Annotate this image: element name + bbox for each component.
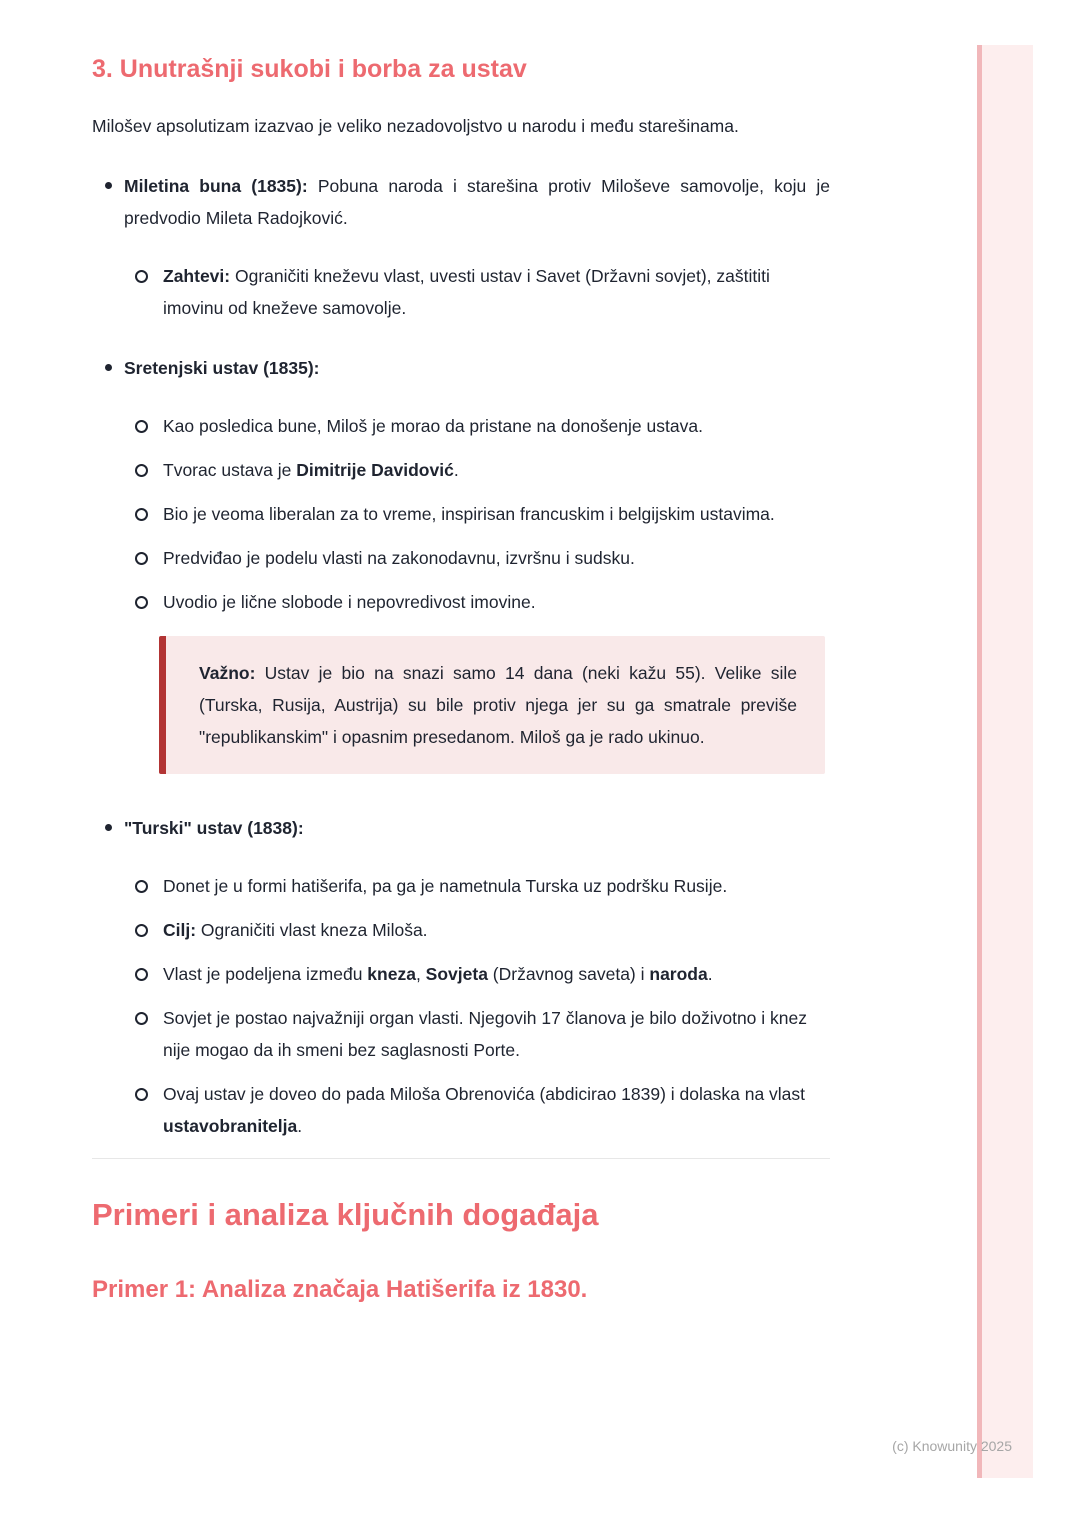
circle-marker-icon <box>135 880 148 893</box>
bullet-text <box>124 170 830 324</box>
bullet-item <box>92 812 830 1142</box>
text-run: Ograničiti vlast kneza Miloša. <box>196 920 428 940</box>
section-divider <box>92 1158 830 1159</box>
bold-text: Sretenjski ustav (1835): <box>124 358 320 378</box>
bold-text: Cilj: <box>163 920 197 940</box>
text-run: Pobuna naroda i starešina protiv Miloševe samovolje, koju je predvodio Mileta Radojković. <box>124 176 830 228</box>
bold-text: Miletina buna (1835): <box>124 176 308 196</box>
callout-text <box>199 657 797 753</box>
circle-marker-icon <box>135 1088 148 1101</box>
sub-bullet-item <box>124 958 830 990</box>
sub-bullet-list <box>124 870 830 1142</box>
text-run: Ovaj ustav je doveo do pada Miloša Obrenovića (abdicirao 1839) i dolaska na vlast <box>163 1084 806 1104</box>
sub-bullet-text <box>163 914 830 946</box>
sub-bullet-text <box>163 260 830 324</box>
copyright-notice: (c) Knowunity 2025 <box>892 1438 1012 1454</box>
document-content <box>92 0 830 1305</box>
circle-marker-icon <box>135 1012 148 1025</box>
sub-bullet-text <box>163 542 830 574</box>
bold-text: kneza <box>367 964 416 984</box>
paragraph <box>92 110 830 142</box>
text-run: . <box>297 1116 303 1136</box>
bold-text: Dimitrije Davidović <box>296 460 454 480</box>
bold-text: Zahtevi: <box>163 266 231 286</box>
subsection-heading: Primer 1: Analiza značaja Hatišerifa iz 1830. <box>92 1276 588 1303</box>
text-run: Kao posledica bune, Miloš je morao da pristane na donošenje ustava. <box>163 416 703 436</box>
circle-marker-icon <box>135 270 148 283</box>
sub-bullet-text <box>163 958 830 990</box>
sub-bullet-text <box>163 498 830 530</box>
sub-bullet-item <box>124 454 830 486</box>
sub-bullet-item <box>124 260 830 324</box>
sub-bullet-item <box>124 498 830 530</box>
sub-bullet-text <box>163 410 830 442</box>
bold-text: Sovjeta <box>425 964 488 984</box>
bold-text: ustavobranitelja <box>163 1116 298 1136</box>
sub-bullet-list <box>124 410 830 618</box>
text-run: Predviđao je podelu vlasti na zakonodavnu, izvršnu i sudsku. <box>163 548 635 568</box>
circle-marker-icon <box>135 596 148 609</box>
text-run: Vlast je podeljena između <box>163 964 368 984</box>
section-heading: 3. Unutrašnji sukobi i borba za ustav <box>92 55 527 83</box>
circle-marker-icon <box>135 968 148 981</box>
text-run: Bio je veoma liberalan za to vreme, inspirisan francuskim i belgijskim ustavima. <box>163 504 775 524</box>
bullet-item <box>92 170 830 324</box>
circle-marker-icon <box>135 464 148 477</box>
bullet-marker-icon <box>105 364 112 371</box>
text-run: (Državnog saveta) i <box>487 964 650 984</box>
bullet-list <box>92 812 830 1142</box>
text-run: Sovjet je postao najvažniji organ vlasti. Njegovih 17 članova je bilo doživotno i knez nije mogao da ih smeni bez saglasnosti Porte. <box>163 1008 807 1060</box>
text-run: . <box>453 460 459 480</box>
text-run: Ustav je bio na snazi samo 14 dana (neki kažu 55). Velike sile (Turska, Rusija, Austrija) su bile protiv njega jer su ga smatrale previše "republikanskim" i opasnim presedanom. Miloš ga je rado ukinuo. <box>199 663 797 747</box>
text-run: Uvodio je lične slobode i nepovredivost imovine. <box>163 592 536 612</box>
bold-text: "Turski" ustav (1838): <box>124 818 304 838</box>
sub-bullet-list <box>124 260 830 324</box>
main-heading: Primeri i analiza ključnih događaja <box>92 1197 599 1232</box>
sub-bullet-text <box>163 1078 830 1142</box>
bullet-marker-icon <box>105 824 112 831</box>
text-run: Tvorac ustava je <box>163 460 297 480</box>
text-run: Milošev apsolutizam izazvao je veliko nezadovoljstvo u narodu i među starešinama. <box>92 116 739 136</box>
circle-marker-icon <box>135 508 148 521</box>
sub-bullet-item <box>124 1078 830 1142</box>
sub-bullet-text <box>163 586 830 618</box>
bold-text: Važno: <box>199 663 256 683</box>
sub-bullet-text <box>163 454 830 486</box>
text-run: Donet je u formi hatišerifa, pa ga je nametnula Turska uz podršku Rusije. <box>163 876 728 896</box>
sub-bullet-item <box>124 542 830 574</box>
bullet-list <box>92 170 830 618</box>
text-run: . <box>707 964 713 984</box>
bullet-text <box>124 812 830 1142</box>
circle-marker-icon <box>135 420 148 433</box>
side-accent-bar <box>977 45 1033 1478</box>
sub-bullet-item <box>124 586 830 618</box>
circle-marker-icon <box>135 924 148 937</box>
bold-text: naroda <box>649 964 708 984</box>
sub-bullet-item <box>124 1002 830 1066</box>
callout-box <box>159 636 825 774</box>
bullet-marker-icon <box>105 182 112 189</box>
sub-bullet-item <box>124 914 830 946</box>
text-run: Ograničiti kneževu vlast, uvesti ustav i Savet (Državni sovjet), zaštititi imovinu od kneževe samovolje. <box>163 266 770 318</box>
text-run: , <box>415 964 426 984</box>
sub-bullet-text <box>163 1002 830 1066</box>
bullet-text <box>124 352 830 618</box>
sub-bullet-text <box>163 870 830 902</box>
bullet-item <box>92 352 830 618</box>
circle-marker-icon <box>135 552 148 565</box>
sub-bullet-item <box>124 870 830 902</box>
sub-bullet-item <box>124 410 830 442</box>
